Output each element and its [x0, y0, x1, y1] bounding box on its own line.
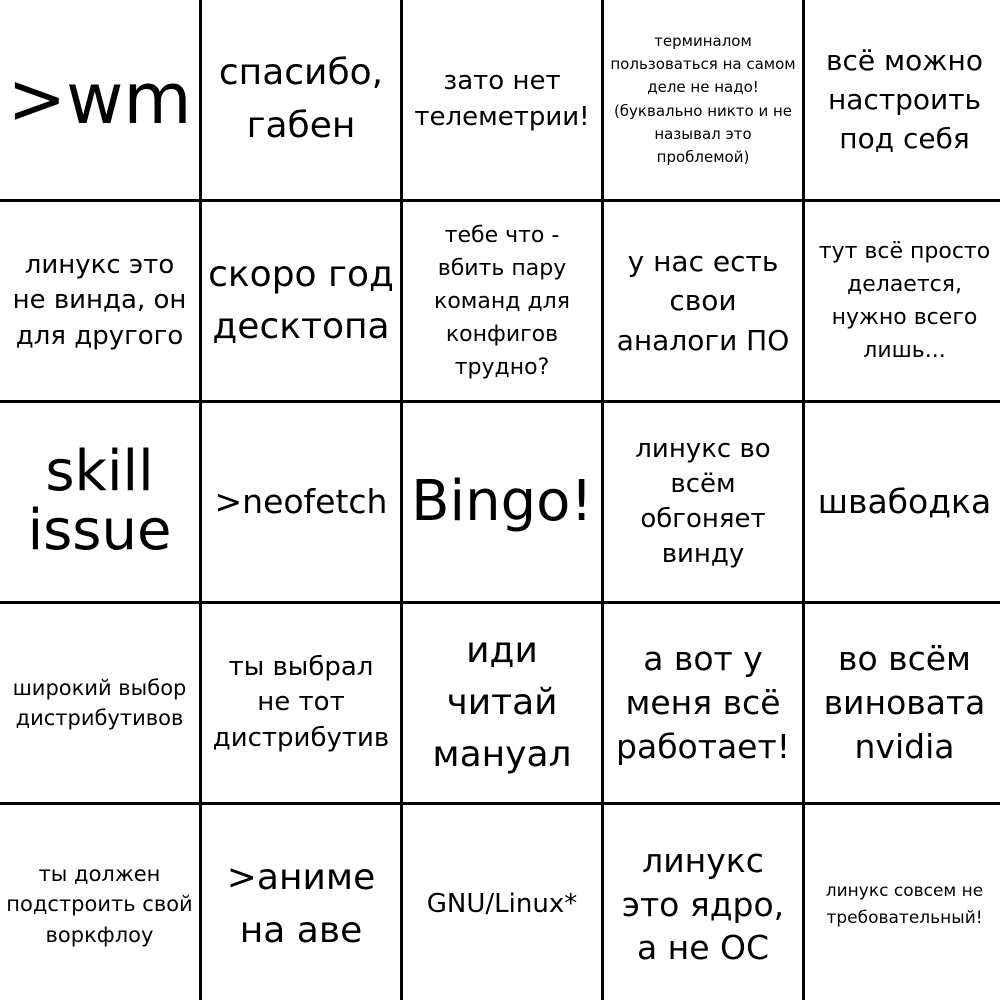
cell-text: GNU/Linux* [426, 888, 578, 919]
bingo-cell [202, 0, 400, 199]
cell-text: зато нет телеметрии! [414, 66, 590, 132]
bingo-cell [805, 0, 1000, 199]
bingo-cell [805, 604, 1000, 802]
bingo-cell [604, 403, 802, 601]
cell-text: у нас есть свои аналоги ПО [616, 245, 790, 357]
cell-text: спасибо, габен [218, 52, 384, 146]
cell-text: терминалом пользоваться на самом деле не надо! (буквально никто и не называл это проблемой) [610, 31, 796, 166]
cell-text: широкий выбор дистрибутивов [12, 675, 187, 730]
cell-text: линукс во всём обгоняет винду [635, 433, 771, 570]
bingo-cell [604, 202, 802, 400]
cell-text: линукс совсем не требовательный! [825, 881, 984, 928]
cell-text: ты выбрал не тот дистрибутив [212, 652, 390, 753]
bingo-cell [0, 403, 199, 601]
bingo-cell [805, 403, 1000, 601]
cell-text: >wm [7, 57, 192, 140]
bingo-cell [202, 403, 400, 601]
bingo-cell [604, 0, 802, 199]
bingo-cell [403, 0, 601, 199]
bingo-cell [604, 604, 802, 802]
cell-text: ты должен подстроить свой воркфлоу [6, 861, 193, 947]
cell-text: Bingo! [411, 468, 593, 534]
cell-text: тут всё просто делается, нужно всего лишь... [818, 239, 991, 363]
cell-text: >neofetch [214, 482, 388, 522]
cell-text: линукс это ядро, а не ОС [621, 840, 785, 968]
bingo-cell [403, 805, 601, 1004]
bingo-cell [403, 403, 601, 601]
cell-text: тебе что - вбить пару команд для конфигов трудно? [434, 222, 570, 380]
bingo-cell [202, 604, 400, 802]
cell-text: скоро год десктопа [208, 253, 394, 347]
cell-text: >аниме на аве [226, 857, 376, 951]
bingo-cell [403, 202, 601, 400]
bingo-cell [0, 805, 199, 1004]
cell-text: всё можно настроить под себя [826, 43, 983, 156]
cell-text: линукс это не винда, он для другого [12, 250, 187, 351]
cell-text: skill issue [27, 439, 172, 563]
cell-text: иди читай мануал [432, 629, 572, 776]
bingo-cell [202, 805, 400, 1004]
bingo-cell [805, 202, 1000, 400]
cell-text: швабодка [817, 482, 992, 522]
bingo-cell [202, 202, 400, 400]
bingo-cell [0, 0, 199, 199]
bingo-cell [0, 202, 199, 400]
bingo-cell [604, 805, 802, 1004]
bingo-cell [0, 604, 199, 802]
bingo-cell [805, 805, 1000, 1004]
bingo-cell [403, 604, 601, 802]
cell-text: во всём виновата nvidia [823, 639, 986, 766]
cell-text: а вот у меня всё работает! [616, 639, 790, 766]
